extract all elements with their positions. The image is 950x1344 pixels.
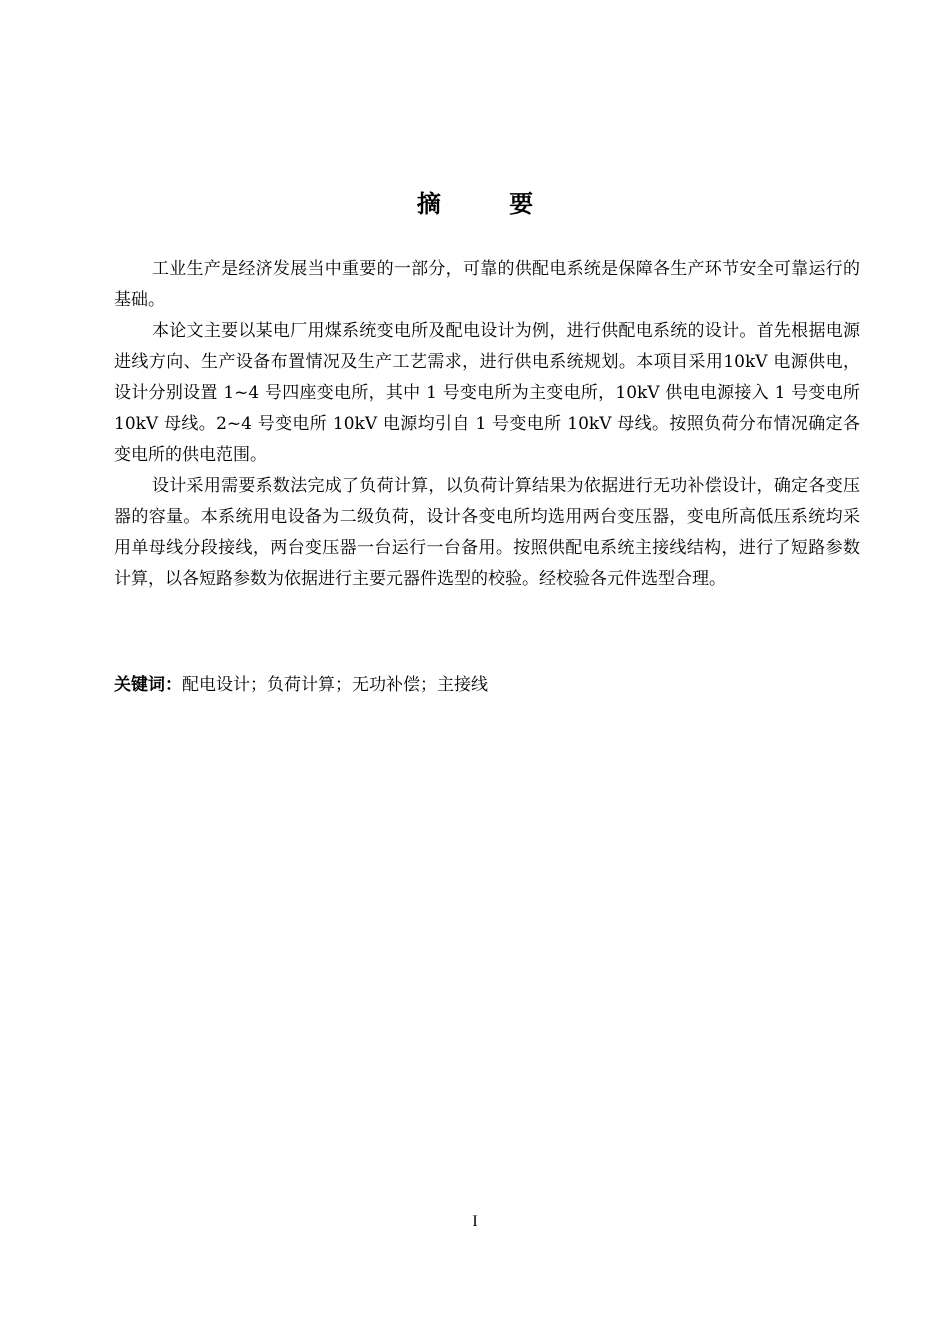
abstract-paragraph-3: 设计采用需要系数法完成了负荷计算，以负荷计算结果为依据进行无功补偿设计，确定各变压器的容量。本系统用电设备为二级负荷，设计各变电所均选用两台变压器，变电所高低压系统均采用单母线分段接线，两台变压器一台运行一台备用。按照供配电系统主接线结构，进行了短路参数计算，以各短路参数为依据进行主要元器件选型的校验。经校验各元件选型合理。 [114, 476, 860, 589]
keywords-list: 配电设计；负荷计算；无功补偿；主接线 [182, 675, 488, 695]
abstract-paragraph-2: 本论文主要以某电厂用煤系统变电所及配电设计为例，进行供配电系统的设计。首先根据电源进线方向、生产设备布置情况及生产工艺需求，进行供电系统规划。本项目采用10kV 电源供电，设计分别设置 1~4 号四座变电所，其中 1 号变电所为主变电所，10kV 供电电源接入 1 号变电所 10kV 母线。2~4 号变电所 10kV 电源均引自 1 号变电所 10kV 母线。按照负荷分布情况确定各变电所的供电范围。 [114, 321, 860, 465]
abstract-paragraph-1: 工业生产是经济发展当中重要的一部分，可靠的供配电系统是保障各生产环节安全可靠运行的基础。 [114, 259, 860, 310]
page-title: 摘 要 [416, 190, 564, 218]
abstract-body [114, 254, 860, 595]
page-number: I [472, 1213, 478, 1230]
keywords-line [114, 670, 860, 701]
keywords-label: 关键词： [114, 675, 182, 695]
